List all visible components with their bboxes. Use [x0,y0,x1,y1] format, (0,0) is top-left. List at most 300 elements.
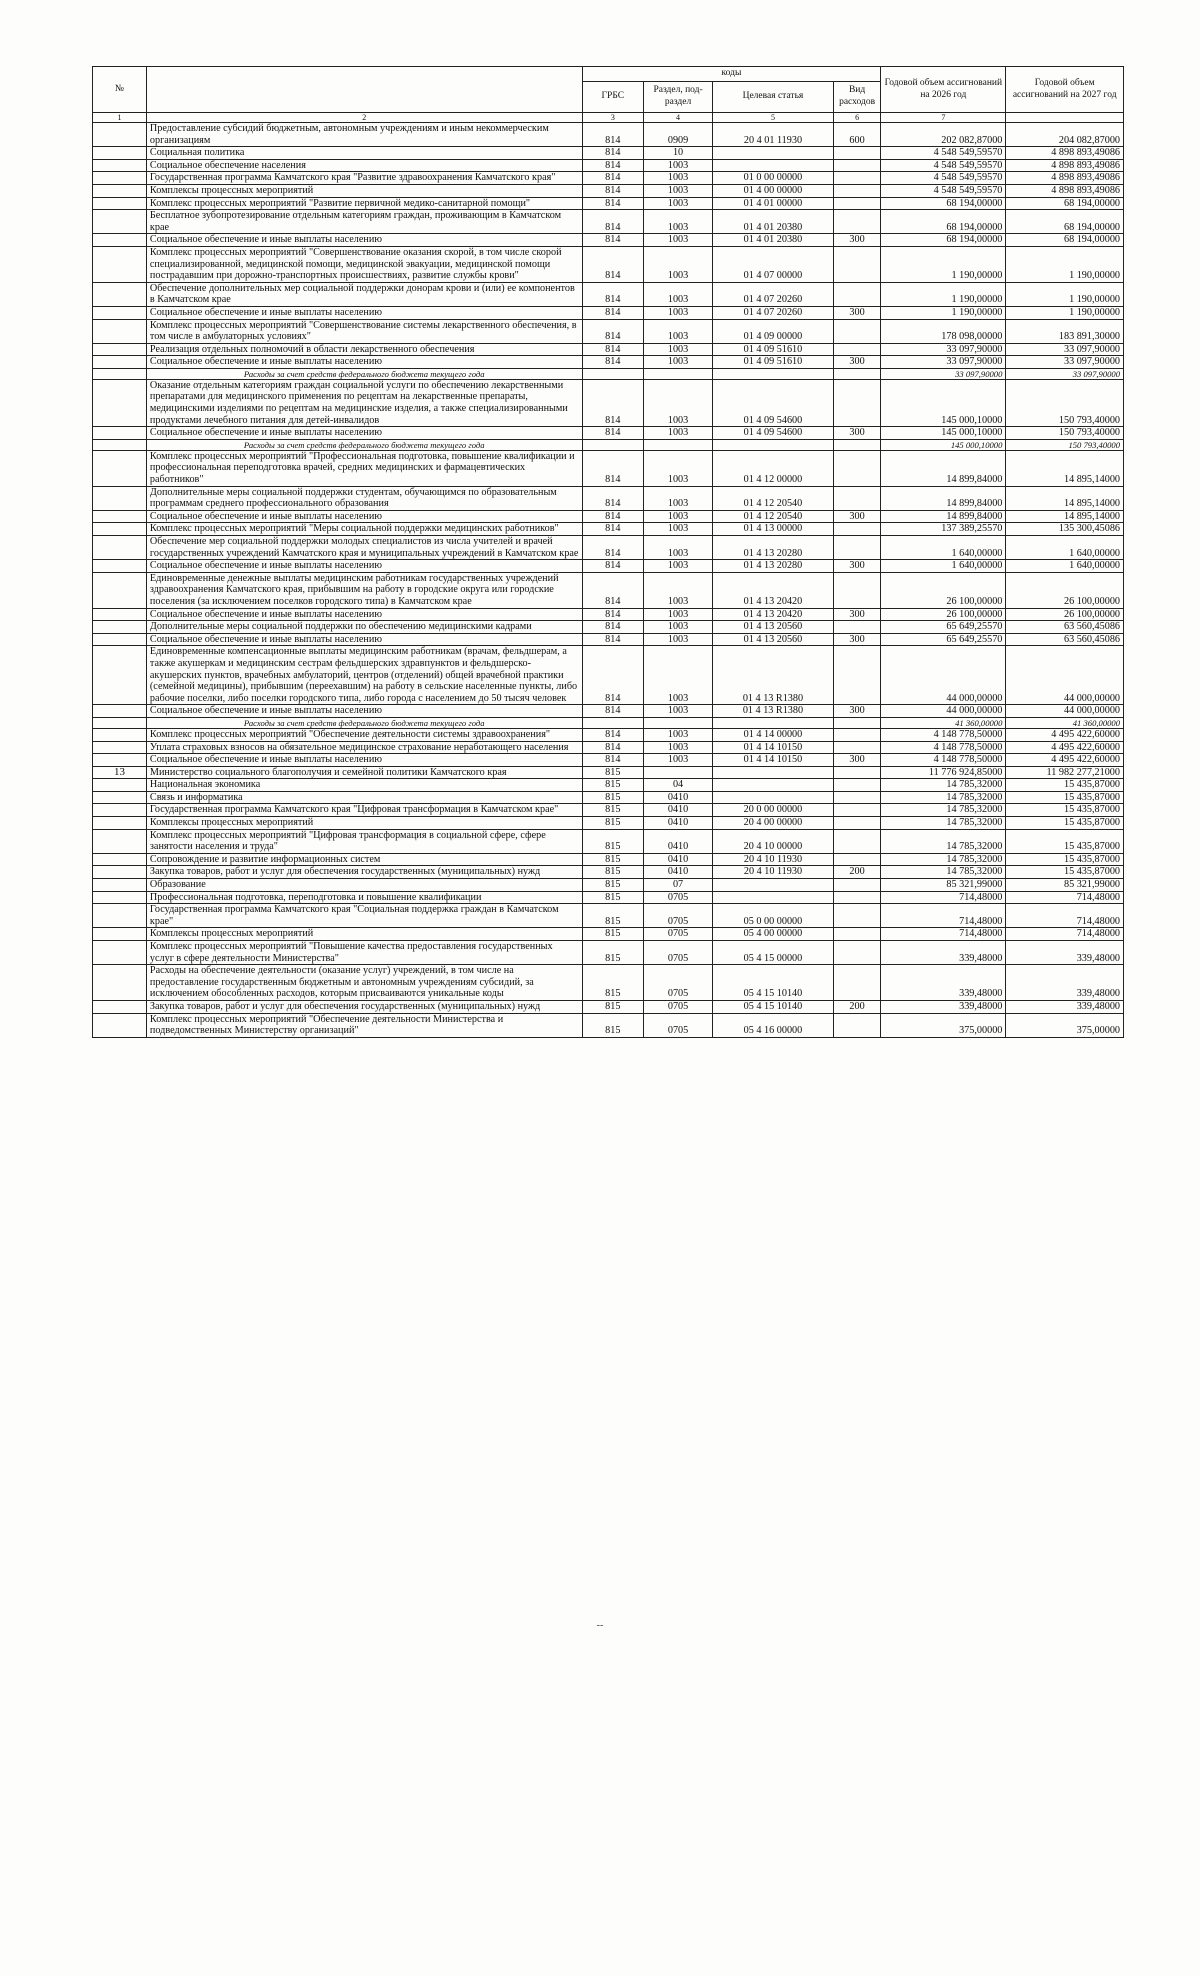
cell-grbs: 815 [582,879,643,892]
federal-budget-row [93,717,1124,728]
cell-name: Профессиональная подготовка, переподготовка и повышение квалификации [146,891,582,904]
table-row [93,147,1124,160]
cell-vol-2026: 137 389,25570 [881,523,1006,536]
table-row [93,450,1124,486]
cell-section: 10 [644,147,713,160]
cell-grbs: 815 [582,928,643,941]
cell-no [93,246,147,282]
cell-grbs: 814 [582,728,643,741]
cell-section: 0705 [644,904,713,928]
cell-name: Социальное обеспечение и иные выплаты населению [146,705,582,718]
colnum-6: 6 [833,113,880,123]
cell-grbs [582,439,643,450]
header-grbs: ГРБС [582,82,643,113]
cell-section: 1003 [644,343,713,356]
cell-grbs: 814 [582,633,643,646]
cell-section: 0410 [644,829,713,853]
cell-section: 07 [644,879,713,892]
cell-grbs: 814 [582,184,643,197]
table-row [93,608,1124,621]
cell-exp-type [833,486,880,510]
cell-vol-2026: 4 148 778,50000 [881,754,1006,767]
cell-no [93,356,147,369]
table-row [93,891,1124,904]
cell-no [93,646,147,705]
cell-section: 1003 [644,159,713,172]
cell-exp-type [833,368,880,379]
header-name-empty [146,67,582,113]
cell-no [93,536,147,560]
cell-no [93,306,147,319]
cell-name: Сопровождение и развитие информационных систем [146,853,582,866]
cell-no [93,368,147,379]
table-row [93,904,1124,928]
cell-vol-2027: 375,00000 [1006,1013,1124,1037]
cell-exp-type [833,159,880,172]
cell-exp-type [833,147,880,160]
cell-name: Оказание отдельным категориям граждан социальной услуги по обеспечению лекарственными препаратами для медицинского применения по рецептам на лекарственные препараты, медицинскими изделиями по рецептам на медицинские изделия, а также специализированными продуктами лечебного питания для детей-инвалидов [146,379,582,426]
cell-target: 01 4 13 20280 [713,560,834,573]
cell-target: 01 4 13 R1380 [713,646,834,705]
table-row [93,621,1124,634]
cell-vol-2027: 714,48000 [1006,904,1124,928]
cell-no [93,159,147,172]
cell-vol-2026: 714,48000 [881,891,1006,904]
cell-section: 0705 [644,891,713,904]
table-row [93,817,1124,830]
cell-section: 1003 [644,184,713,197]
cell-name: Обеспечение дополнительных мер социальной поддержки донорам крови и (или) ее компонентов в Камчатском крае [146,282,582,306]
cell-no [93,728,147,741]
cell-exp-type [833,804,880,817]
cell-no: 13 [93,766,147,779]
cell-no [93,282,147,306]
cell-exp-type [833,853,880,866]
cell-no [93,572,147,608]
cell-target: 05 4 15 10140 [713,965,834,1001]
cell-section: 1003 [644,560,713,573]
cell-no [93,829,147,853]
cell-name: Дополнительные меры социальной поддержки по обеспечению медицинскими кадрами [146,621,582,634]
table-header [93,67,1124,123]
cell-vol-2026: 14 785,32000 [881,817,1006,830]
table-row [93,754,1124,767]
cell-no [93,172,147,185]
cell-exp-type [833,965,880,1001]
table-row [93,234,1124,247]
cell-grbs: 815 [582,1000,643,1013]
cell-grbs: 814 [582,343,643,356]
cell-no [93,560,147,573]
cell-grbs: 814 [582,172,643,185]
cell-vol-2026: 14 899,84000 [881,486,1006,510]
table-body [93,123,1124,1038]
cell-vol-2027: 15 435,87000 [1006,804,1124,817]
cell-vol-2026: 41 360,00000 [881,717,1006,728]
cell-vol-2026: 33 097,90000 [881,343,1006,356]
cell-vol-2026: 339,48000 [881,1000,1006,1013]
cell-vol-2027: 339,48000 [1006,941,1124,965]
cell-section: 0705 [644,965,713,1001]
cell-vol-2026: 44 000,00000 [881,705,1006,718]
cell-vol-2026: 4 148 778,50000 [881,728,1006,741]
cell-no [93,791,147,804]
cell-grbs: 815 [582,891,643,904]
cell-exp-type [833,829,880,853]
cell-no [93,879,147,892]
table-row [93,210,1124,234]
cell-target: 01 4 07 00000 [713,246,834,282]
table-row [93,427,1124,440]
cell-no [93,123,147,147]
cell-vol-2027: 4 495 422,60000 [1006,754,1124,767]
cell-vol-2026: 1 640,00000 [881,536,1006,560]
cell-exp-type [833,646,880,705]
cell-section: 1003 [644,608,713,621]
cell-vol-2027: 63 560,45086 [1006,633,1124,646]
cell-exp-type: 300 [833,633,880,646]
cell-vol-2027: 339,48000 [1006,1000,1124,1013]
cell-name: Предоставление субсидий бюджетным, автономным учреждениям и иным некоммерческим организациям [146,123,582,147]
table-row [93,879,1124,892]
cell-target: 05 4 15 00000 [713,941,834,965]
cell-vol-2027: 339,48000 [1006,965,1124,1001]
cell-section: 1003 [644,523,713,536]
cell-no [93,717,147,728]
cell-name: Обеспечение мер социальной поддержки молодых специалистов из числа учителей и врачей государственных учреждений Камчатского края и муниципальных учреждений в Камчатском крае [146,536,582,560]
cell-exp-type: 600 [833,123,880,147]
cell-vol-2026: 44 000,00000 [881,646,1006,705]
cell-vol-2027: 4 495 422,60000 [1006,741,1124,754]
cell-name: Комплекс процессных мероприятий "Меры социальной поддержки медицинских работников" [146,523,582,536]
cell-vol-2026: 68 194,00000 [881,197,1006,210]
cell-target: 20 4 10 11930 [713,866,834,879]
cell-exp-type [833,210,880,234]
cell-name: Министерство социального благополучия и семейной политики Камчатского края [146,766,582,779]
cell-exp-type [833,728,880,741]
cell-target: 01 4 01 00000 [713,197,834,210]
cell-section: 1003 [644,754,713,767]
cell-target: 01 4 13 20420 [713,572,834,608]
cell-exp-type [833,536,880,560]
cell-vol-2027: 15 435,87000 [1006,779,1124,792]
cell-vol-2026: 714,48000 [881,928,1006,941]
cell-grbs: 815 [582,791,643,804]
cell-exp-type [833,319,880,343]
cell-section [644,368,713,379]
cell-grbs: 814 [582,282,643,306]
cell-name: Закупка товаров, работ и услуг для обеспечения государственных (муниципальных) нужд [146,1000,582,1013]
cell-target [713,717,834,728]
table-row [93,306,1124,319]
page-footer-mark: -- [596,1620,604,1631]
cell-section: 1003 [644,282,713,306]
cell-vol-2027: 44 000,00000 [1006,705,1124,718]
cell-grbs: 814 [582,536,643,560]
header-vol-2026: Годовой объем ассигнований на 2026 год [881,67,1006,113]
cell-name: Социальное обеспечение и иные выплаты населению [146,754,582,767]
cell-grbs: 815 [582,804,643,817]
cell-section: 1003 [644,646,713,705]
cell-vol-2027: 714,48000 [1006,891,1124,904]
cell-grbs: 814 [582,705,643,718]
cell-grbs: 815 [582,779,643,792]
cell-target: 01 4 09 54600 [713,427,834,440]
cell-exp-type [833,621,880,634]
cell-vol-2027: 68 194,00000 [1006,210,1124,234]
cell-vol-2026: 33 097,90000 [881,356,1006,369]
table-row [93,829,1124,853]
table-row [93,379,1124,426]
cell-no [93,184,147,197]
cell-exp-type [833,282,880,306]
cell-vol-2027: 63 560,45086 [1006,621,1124,634]
cell-name: Единовременные компенсационные выплаты медицинским работникам (врачам, фельдшерам, а также акушеркам и медицинским сестрам фельдшерских здравпунктов и фельдшерско-акушерских пунктов, врачебных амбулаторий, центров (отделений) общей врачебной практики (семейной медицины), прибывшим (переехавшим) на работу в сельские населенные пункты, либо рабочие поселки, либо поселки городского типа, либо города с населением до 50 тысяч человек [146,646,582,705]
cell-no [93,817,147,830]
cell-name: Социальное обеспечение и иные выплаты населению [146,306,582,319]
cell-vol-2026: 4 548 549,59570 [881,159,1006,172]
cell-vol-2026: 4 548 549,59570 [881,184,1006,197]
cell-exp-type: 300 [833,427,880,440]
cell-vol-2027: 135 300,45086 [1006,523,1124,536]
cell-vol-2027: 26 100,00000 [1006,572,1124,608]
cell-name: Социальное обеспечение и иные выплаты населению [146,633,582,646]
cell-vol-2026: 1 190,00000 [881,306,1006,319]
cell-vol-2026: 65 649,25570 [881,633,1006,646]
cell-vol-2026: 68 194,00000 [881,210,1006,234]
table-row [93,486,1124,510]
cell-name: Расходы на обеспечение деятельности (оказание услуг) учреждений, в том числе на предоставление государственным бюджетным и автономным учреждениям субсидий, за исключением обособленных расходов, которым присваиваются уникальные коды [146,965,582,1001]
cell-section: 1003 [644,536,713,560]
cell-section: 0410 [644,817,713,830]
table-row [93,282,1124,306]
cell-name: Социальное обеспечение и иные выплаты населению [146,560,582,573]
cell-vol-2026: 14 899,84000 [881,510,1006,523]
cell-target: 01 4 14 10150 [713,754,834,767]
cell-vol-2027: 68 194,00000 [1006,234,1124,247]
cell-vol-2027: 68 194,00000 [1006,197,1124,210]
cell-vol-2026: 11 776 924,85000 [881,766,1006,779]
cell-vol-2027: 1 190,00000 [1006,306,1124,319]
cell-no [93,754,147,767]
cell-section: 1003 [644,621,713,634]
cell-exp-type: 300 [833,306,880,319]
cell-name: Государственная программа Камчатского края "Социальная поддержка граждан в Камчатском крае" [146,904,582,928]
budget-table [92,66,1124,1038]
cell-vol-2027: 44 000,00000 [1006,646,1124,705]
cell-no [93,741,147,754]
header-no: № [93,67,147,113]
cell-grbs: 814 [582,646,643,705]
cell-vol-2026: 714,48000 [881,904,1006,928]
table-row [93,523,1124,536]
cell-section: 1003 [644,510,713,523]
cell-target: 01 4 12 20540 [713,486,834,510]
cell-vol-2026: 4 548 549,59570 [881,172,1006,185]
cell-vol-2026: 145 000,10000 [881,439,1006,450]
cell-target: 01 0 00 00000 [713,172,834,185]
cell-target: 01 4 14 10150 [713,741,834,754]
cell-section: 0410 [644,804,713,817]
cell-grbs: 814 [582,754,643,767]
cell-exp-type: 300 [833,234,880,247]
cell-vol-2027: 14 895,14000 [1006,486,1124,510]
cell-no [93,234,147,247]
cell-exp-type [833,741,880,754]
cell-grbs [582,717,643,728]
cell-section: 0705 [644,928,713,941]
cell-vol-2026: 145 000,10000 [881,427,1006,440]
cell-section [644,766,713,779]
cell-section: 04 [644,779,713,792]
cell-name: Комплекс процессных мероприятий "Развитие первичной медико-санитарной помощи" [146,197,582,210]
table-row [93,928,1124,941]
cell-section: 1003 [644,319,713,343]
cell-grbs: 814 [582,306,643,319]
cell-vol-2027: 150 793,40000 [1006,379,1124,426]
cell-exp-type [833,197,880,210]
cell-target: 01 4 12 20540 [713,510,834,523]
cell-name: Комплекс процессных мероприятий "Цифровая трансформация в социальной сфере, сфере занятости населения и труда" [146,829,582,853]
cell-name: Дополнительные меры социальной поддержки студентам, обучающимся по образовательным программам среднего профессионального образования [146,486,582,510]
cell-name: Комплексы процессных мероприятий [146,928,582,941]
cell-name: Расходы за счет средств федерального бюджета текущего года [146,368,582,379]
cell-vol-2026: 85 321,99000 [881,879,1006,892]
table-row [93,804,1124,817]
cell-exp-type [833,246,880,282]
cell-name: Социальное обеспечение и иные выплаты населению [146,510,582,523]
cell-no [93,210,147,234]
cell-name: Государственная программа Камчатского края "Развитие здравоохранения Камчатского края" [146,172,582,185]
cell-no [93,319,147,343]
cell-vol-2026: 375,00000 [881,1013,1006,1037]
cell-no [93,866,147,879]
cell-exp-type: 300 [833,560,880,573]
cell-no [93,965,147,1001]
table-row [93,356,1124,369]
cell-no [93,853,147,866]
cell-target [713,439,834,450]
cell-target: 01 4 09 54600 [713,379,834,426]
table-row [93,572,1124,608]
table-row [93,1000,1124,1013]
cell-vol-2027: 1 640,00000 [1006,560,1124,573]
cell-vol-2027: 4 898 893,49086 [1006,172,1124,185]
cell-name: Образование [146,879,582,892]
colnum-3: 3 [582,113,643,123]
cell-grbs: 814 [582,246,643,282]
cell-section: 1003 [644,728,713,741]
cell-grbs: 814 [582,159,643,172]
cell-grbs: 814 [582,510,643,523]
cell-no [93,941,147,965]
cell-target: 01 4 13 20280 [713,536,834,560]
cell-section: 1003 [644,633,713,646]
table-row [93,741,1124,754]
cell-name: Государственная программа Камчатского края "Цифровая трансформация в Камчатском крае" [146,804,582,817]
cell-exp-type [833,817,880,830]
cell-target: 01 4 14 00000 [713,728,834,741]
cell-vol-2026: 145 000,10000 [881,379,1006,426]
cell-name: Единовременные денежные выплаты медицинским работникам государственных учреждений здравоохранения Камчатского края, прибывшим на работу в городские округа или городские поселения (за исключением поселков городского типа) в Камчатском крае [146,572,582,608]
cell-no [93,439,147,450]
cell-exp-type [833,928,880,941]
cell-vol-2027: 4 898 893,49086 [1006,147,1124,160]
cell-target: 01 4 12 00000 [713,450,834,486]
cell-vol-2027: 15 435,87000 [1006,866,1124,879]
cell-grbs: 814 [582,379,643,426]
table-row [93,343,1124,356]
cell-grbs: 814 [582,450,643,486]
cell-grbs: 814 [582,210,643,234]
cell-section: 0410 [644,791,713,804]
cell-target: 01 4 07 20260 [713,282,834,306]
cell-name: Комплекс процессных мероприятий "Обеспечение деятельности Министерства и подведомственных Министерству организаций" [146,1013,582,1037]
cell-grbs: 814 [582,486,643,510]
cell-name: Комплекс процессных мероприятий "Совершенствование системы лекарственного обеспечения, в том числе в амбулаторных условиях" [146,319,582,343]
cell-target: 01 4 13 R1380 [713,705,834,718]
cell-vol-2027: 41 360,00000 [1006,717,1124,728]
cell-exp-type [833,1013,880,1037]
cell-grbs: 814 [582,197,643,210]
cell-target: 05 0 00 00000 [713,904,834,928]
cell-no [93,705,147,718]
cell-vol-2026: 33 097,90000 [881,368,1006,379]
colnum-7: 7 [881,113,1006,123]
cell-no [93,804,147,817]
cell-target [713,779,834,792]
cell-vol-2026: 14 785,32000 [881,791,1006,804]
cell-name: Закупка товаров, работ и услуг для обеспечения государственных (муниципальных) нужд [146,866,582,879]
cell-grbs: 815 [582,866,643,879]
cell-target: 01 4 00 00000 [713,184,834,197]
cell-exp-type: 200 [833,866,880,879]
cell-no [93,147,147,160]
table-row [93,159,1124,172]
cell-grbs: 815 [582,766,643,779]
cell-section: 1003 [644,705,713,718]
header-section: Раздел, под-раздел [644,82,713,113]
cell-exp-type [833,766,880,779]
cell-no [93,1013,147,1037]
cell-name: Социальное обеспечение и иные выплаты населению [146,608,582,621]
cell-name: Расходы за счет средств федерального бюджета текущего года [146,439,582,450]
table-row [93,646,1124,705]
cell-vol-2026: 68 194,00000 [881,234,1006,247]
cell-no [93,891,147,904]
cell-vol-2027: 15 435,87000 [1006,853,1124,866]
table-row [93,536,1124,560]
table-row [93,246,1124,282]
cell-vol-2027: 183 891,30000 [1006,319,1124,343]
cell-target: 20 4 00 00000 [713,817,834,830]
cell-no [93,427,147,440]
cell-target: 01 4 09 51610 [713,343,834,356]
cell-no [93,779,147,792]
cell-vol-2027: 1 190,00000 [1006,282,1124,306]
cell-exp-type [833,791,880,804]
cell-vol-2027: 33 097,90000 [1006,343,1124,356]
cell-grbs: 814 [582,123,643,147]
cell-target: 05 4 16 00000 [713,1013,834,1037]
cell-vol-2027: 714,48000 [1006,928,1124,941]
cell-vol-2026: 14 785,32000 [881,804,1006,817]
cell-name: Комплексы процессных мероприятий [146,817,582,830]
cell-grbs: 814 [582,621,643,634]
cell-vol-2027: 4 898 893,49086 [1006,159,1124,172]
cell-vol-2027: 85 321,99000 [1006,879,1124,892]
table-row [93,965,1124,1001]
